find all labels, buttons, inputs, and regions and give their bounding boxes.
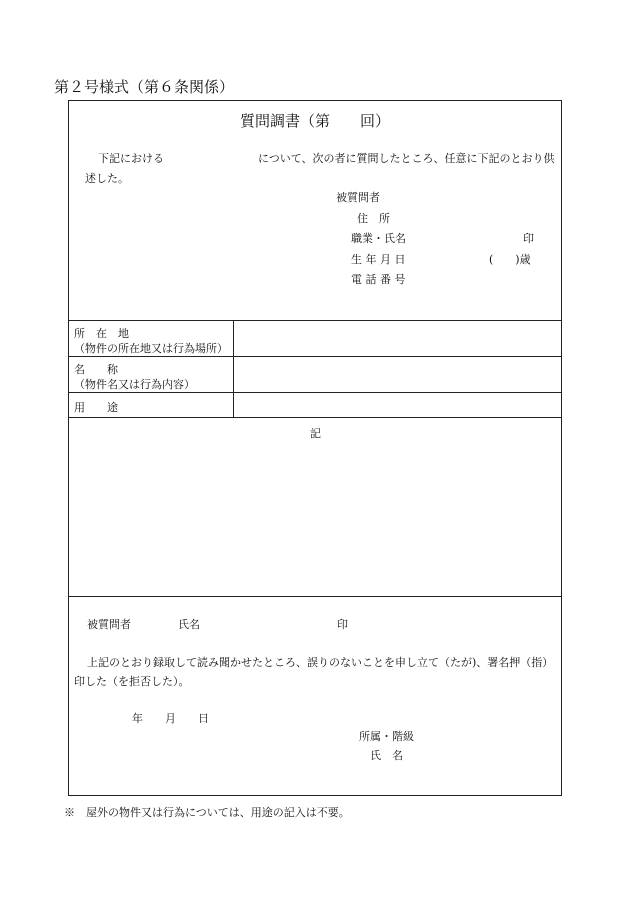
form-label: 第２号様式（第６条関係）: [54, 78, 235, 96]
date-line: 年 月 日: [132, 712, 209, 725]
location-label: 所 在 地: [74, 327, 129, 340]
form-frame: [68, 100, 562, 796]
intro-text-line2: 述した。: [85, 172, 129, 185]
statement-line1: 上記のとおり録取して読み聞かせたところ、誤りのないことを申し立て（たが)、署名押（指）: [87, 656, 554, 669]
name-sublabel: （物件名又は行為内容）: [74, 378, 195, 391]
respondent-address-label: 住 所: [357, 212, 390, 225]
respondent-occupation-label: 職業・氏名: [351, 232, 406, 245]
respondent-birthdate-label: 生 年 月 日: [351, 253, 406, 266]
officer-name-label: 氏 名: [370, 749, 403, 762]
table-column-divider: [233, 320, 234, 417]
signature-name-label: 氏名: [178, 618, 200, 631]
divider-record: [68, 596, 562, 597]
name-label: 名 称: [74, 363, 118, 376]
divider-respondent: [68, 320, 562, 321]
respondent-age: ( )歳: [489, 253, 531, 266]
page-title: 質問調書（第 回）: [239, 112, 390, 130]
officer-affiliation-label: 所属・階級: [359, 730, 414, 743]
intro-text-b: について、次の者に質問したところ、任意に下記のとおり供: [258, 152, 555, 165]
divider-use: [68, 417, 562, 418]
statement-line2: 印した（を拒否した）。: [74, 675, 190, 688]
footnote: ※ 屋外の物件又は行為については、用途の記入は不要。: [64, 806, 350, 819]
signature-respondent-label: 被質問者: [87, 618, 131, 631]
respondent-phone-label: 電 話 番 号: [351, 273, 406, 286]
signature-seal: 印: [337, 618, 348, 631]
location-sublabel: （物件の所在地又は行為場所）: [74, 342, 228, 355]
record-heading: 記: [310, 427, 321, 440]
intro-text-a: 下記における: [98, 152, 164, 165]
use-label: 用 途: [74, 401, 118, 414]
respondent-heading: 被質問者: [336, 191, 380, 204]
divider-location: [68, 356, 562, 357]
respondent-seal: 印: [523, 232, 534, 245]
divider-name: [68, 392, 562, 393]
